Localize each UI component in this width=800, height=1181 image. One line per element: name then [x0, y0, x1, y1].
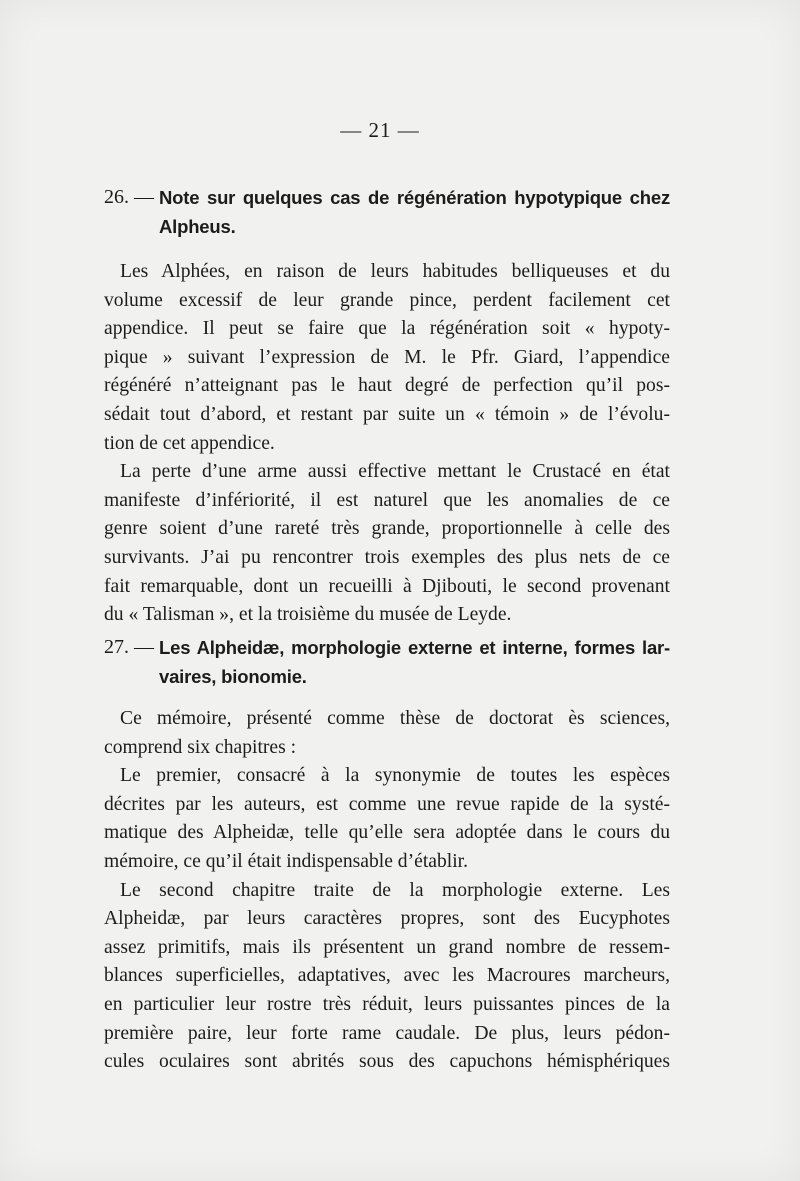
- text-line: tion de cet appendice.: [104, 432, 275, 454]
- text-line: en particulier leur rostre très réduit, leurs puissantes pinces de la: [104, 993, 670, 1015]
- text-line: matique des Alpheidæ, telle qu’elle sera adoptée dans le cours du: [104, 822, 670, 844]
- text-line: sédait tout d’abord, et restant par suite un « témoin » de l’évolu-: [104, 403, 670, 425]
- paragraph: [104, 877, 670, 1077]
- text-line: manifeste d’infériorité, il est naturel que les anomalies de ce: [104, 489, 670, 511]
- section-26-title: [159, 183, 670, 241]
- section-27-body: [104, 705, 670, 1077]
- text-line: mémoire, ce qu’il était indispensable d’établir.: [104, 850, 468, 872]
- section-27-title-line: vaires, bionomie.: [159, 666, 307, 687]
- text-line: première paire, leur forte rame caudale. De plus, leurs pédon-: [104, 1022, 670, 1044]
- text-line: Ce mémoire, présenté comme thèse de doctorat ès sciences,: [120, 708, 670, 729]
- page-number: — 21 —: [340, 118, 420, 142]
- text-line: pique » suivant l’expression de M. le Pfr. Giard, l’appendice: [104, 346, 670, 368]
- section-27-heading: [104, 633, 670, 691]
- text-line: cules oculaires sont abrités sous des capuchons hémisphériques: [104, 1051, 670, 1073]
- text-line: Le second chapitre traite de la morphologie externe. Les: [120, 879, 670, 901]
- text-line: Le premier, consacré à la synonymie de toutes les espèces: [120, 765, 670, 787]
- section-26-heading: [104, 183, 670, 241]
- text-line: assez primitifs, mais ils présentent un grand nombre de ressem-: [104, 936, 670, 958]
- section-27-title: [159, 633, 670, 691]
- text-line: La perte d’une arme aussi effective mettant le Crustacé en état: [120, 461, 670, 483]
- section-26-number: 26. —: [104, 186, 159, 208]
- text-line: régénéré n’atteignant pas le haut degré de perfection qu’il pos-: [104, 375, 670, 397]
- text-line: survivants. J’ai pu rencontrer trois exemples des plus nets de ce: [104, 546, 670, 568]
- paragraph: [104, 458, 670, 630]
- text-line: genre soient d’une rareté très grande, proportionnelle à celle des: [104, 518, 670, 540]
- text-line: appendice. Il peut se faire que la régénération soit « hypoty-: [104, 318, 670, 340]
- text-line: du « Talisman », et la troisième du musée de Leyde.: [104, 604, 512, 626]
- text-line: blances superficielles, adaptatives, avec les Macroures marcheurs,: [104, 965, 670, 987]
- paragraph: [104, 705, 670, 762]
- paragraph: [104, 762, 670, 876]
- paragraph: [104, 258, 670, 458]
- text-line: comprend six chapitres :: [104, 736, 297, 758]
- text-line: fait remarquable, dont un recueilli à Djibouti, le second provenant: [104, 575, 670, 597]
- section-26-title-line: Note sur quelques cas de régénération hypotypique chez: [159, 187, 670, 208]
- text-line: décrites par les auteurs, est comme une revue rapide de la systé-: [104, 793, 670, 815]
- section-26-title-line: Alpheus.: [159, 216, 236, 237]
- section-26-body: [104, 258, 670, 630]
- text-line: Les Alphées, en raison de leurs habitudes belliqueuses et du: [120, 261, 670, 282]
- section-27-number: 27. —: [104, 636, 159, 658]
- text-line: volume excessif de leur grande pince, perdent facilement cet: [104, 289, 670, 311]
- text-line: Alpheidæ, par leurs caractères propres, sont des Eucyphotes: [104, 908, 670, 930]
- section-27-title-line: Les Alpheidæ, morphologie externe et interne, formes lar-: [159, 637, 670, 658]
